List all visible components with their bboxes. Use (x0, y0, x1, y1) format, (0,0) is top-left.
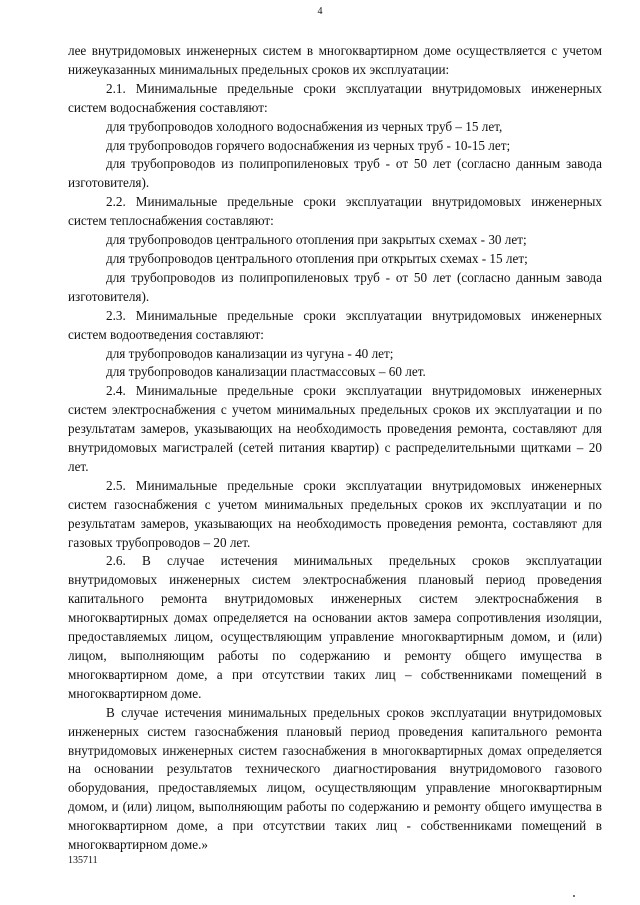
list-item-sewer-plastic: для трубопроводов канализации пластмассовых – 60 лет. (106, 364, 426, 380)
list-item-hot-water: для трубопроводов горячего водоснабжения из черных труб - 10-15 лет; (106, 137, 511, 153)
list-item-polypropylene-heating: для трубопроводов из полипропиленовых труб - от 50 лет (согласно данным завода изготовителя). (68, 269, 602, 304)
document-code: 135711 (68, 855, 98, 866)
list-item-polypropylene-water: для трубопроводов из полипропиленовых труб - от 50 лет (согласно данным завода изготовителя). (68, 156, 602, 191)
paragraph-2-5: 2.5. Минимальные предельные сроки эксплуатации внутридомовых инженерных систем газоснабжения с учетом минимальных предельных сроков их эксплуатации и по результатам замеров, указывающих на необходимость проведения ремонта, составляют для газовых трубопроводов – 20 лет. (68, 477, 602, 550)
paragraph-2-4: 2.4. Минимальные предельные сроки эксплуатации внутридомовых инженерных систем электроснабжения с учетом минимальных предельных сроков их эксплуатации и по результатам замеров, указывающих на необходимость проведения ремонта, составляют для внутридомовых магистралей (сетей питания квартир) с распределительными щитками – 20 лет. (68, 383, 602, 474)
paragraph-2-3: 2.3. Минимальные предельные сроки эксплуатации внутридомовых инженерных систем водоотведения составляют: (68, 307, 602, 342)
page-number: 4 (317, 6, 323, 17)
paragraph-2-2: 2.2. Минимальные предельные сроки эксплуатации внутридомовых инженерных систем теплоснабжения составляют: (68, 194, 602, 229)
list-item-heating-closed: для трубопроводов центрального отопления при закрытых схемах - 30 лет; (106, 232, 527, 248)
paragraph-intro: лее внутридомовых инженерных систем в многоквартирном доме осуществляется с учетом нижеуказанных минимальных предельных сроков их эксплуатации: (68, 43, 602, 77)
list-item-cold-water: для трубопроводов холодного водоснабжения из черных труб – 15 лет, (106, 118, 503, 134)
paragraph-2-6-gas: В случае истечения минимальных предельных сроков эксплуатации внутридомовых инженерных систем газоснабжения плановый период проведения капитального ремонта внутридомовых инженерных систем газоснабжения в многоквартирных домах определяется на основании результатов технического диагностирования внутридомового газового оборудования, предоставляемых лицом, осуществляющим управление многоквартирным домом, и (или) лицом, выполняющим работы по содержанию и ремонту общего имущества в многоквартирном доме, а при отсутствии таких лиц - собственниками помещений в многоквартирном доме.» (68, 704, 602, 853)
paragraph-2-1: 2.1. Минимальные предельные сроки эксплуатации внутридомовых инженерных систем водоснабжения составляют: (68, 80, 602, 115)
scan-artifact-dot (573, 895, 575, 897)
document-body (68, 42, 602, 855)
paragraph-2-6: 2.6. В случае истечения минимальных предельных сроков эксплуатации внутридомовых инженерных систем электроснабжения плановый период проведения капитального ремонта внутридомовых инженерных систем электроснабжения в многоквартирных домах определяется на основании актов замера сопротивления изоляции, предоставляемых лицом, осуществляющим управление многоквартирным домом, и (или) лицом, выполняющим работы по содержанию и ремонту общего имущества в многоквартирном доме, а при отсутствии таких лиц – собственниками помещений в многоквартирном доме. (68, 553, 602, 701)
list-item-heating-open: для трубопроводов центрального отопления при открытых схемах - 15 лет; (106, 250, 528, 266)
list-item-sewer-cast-iron: для трубопроводов канализации из чугуна - 40 лет; (106, 345, 394, 361)
